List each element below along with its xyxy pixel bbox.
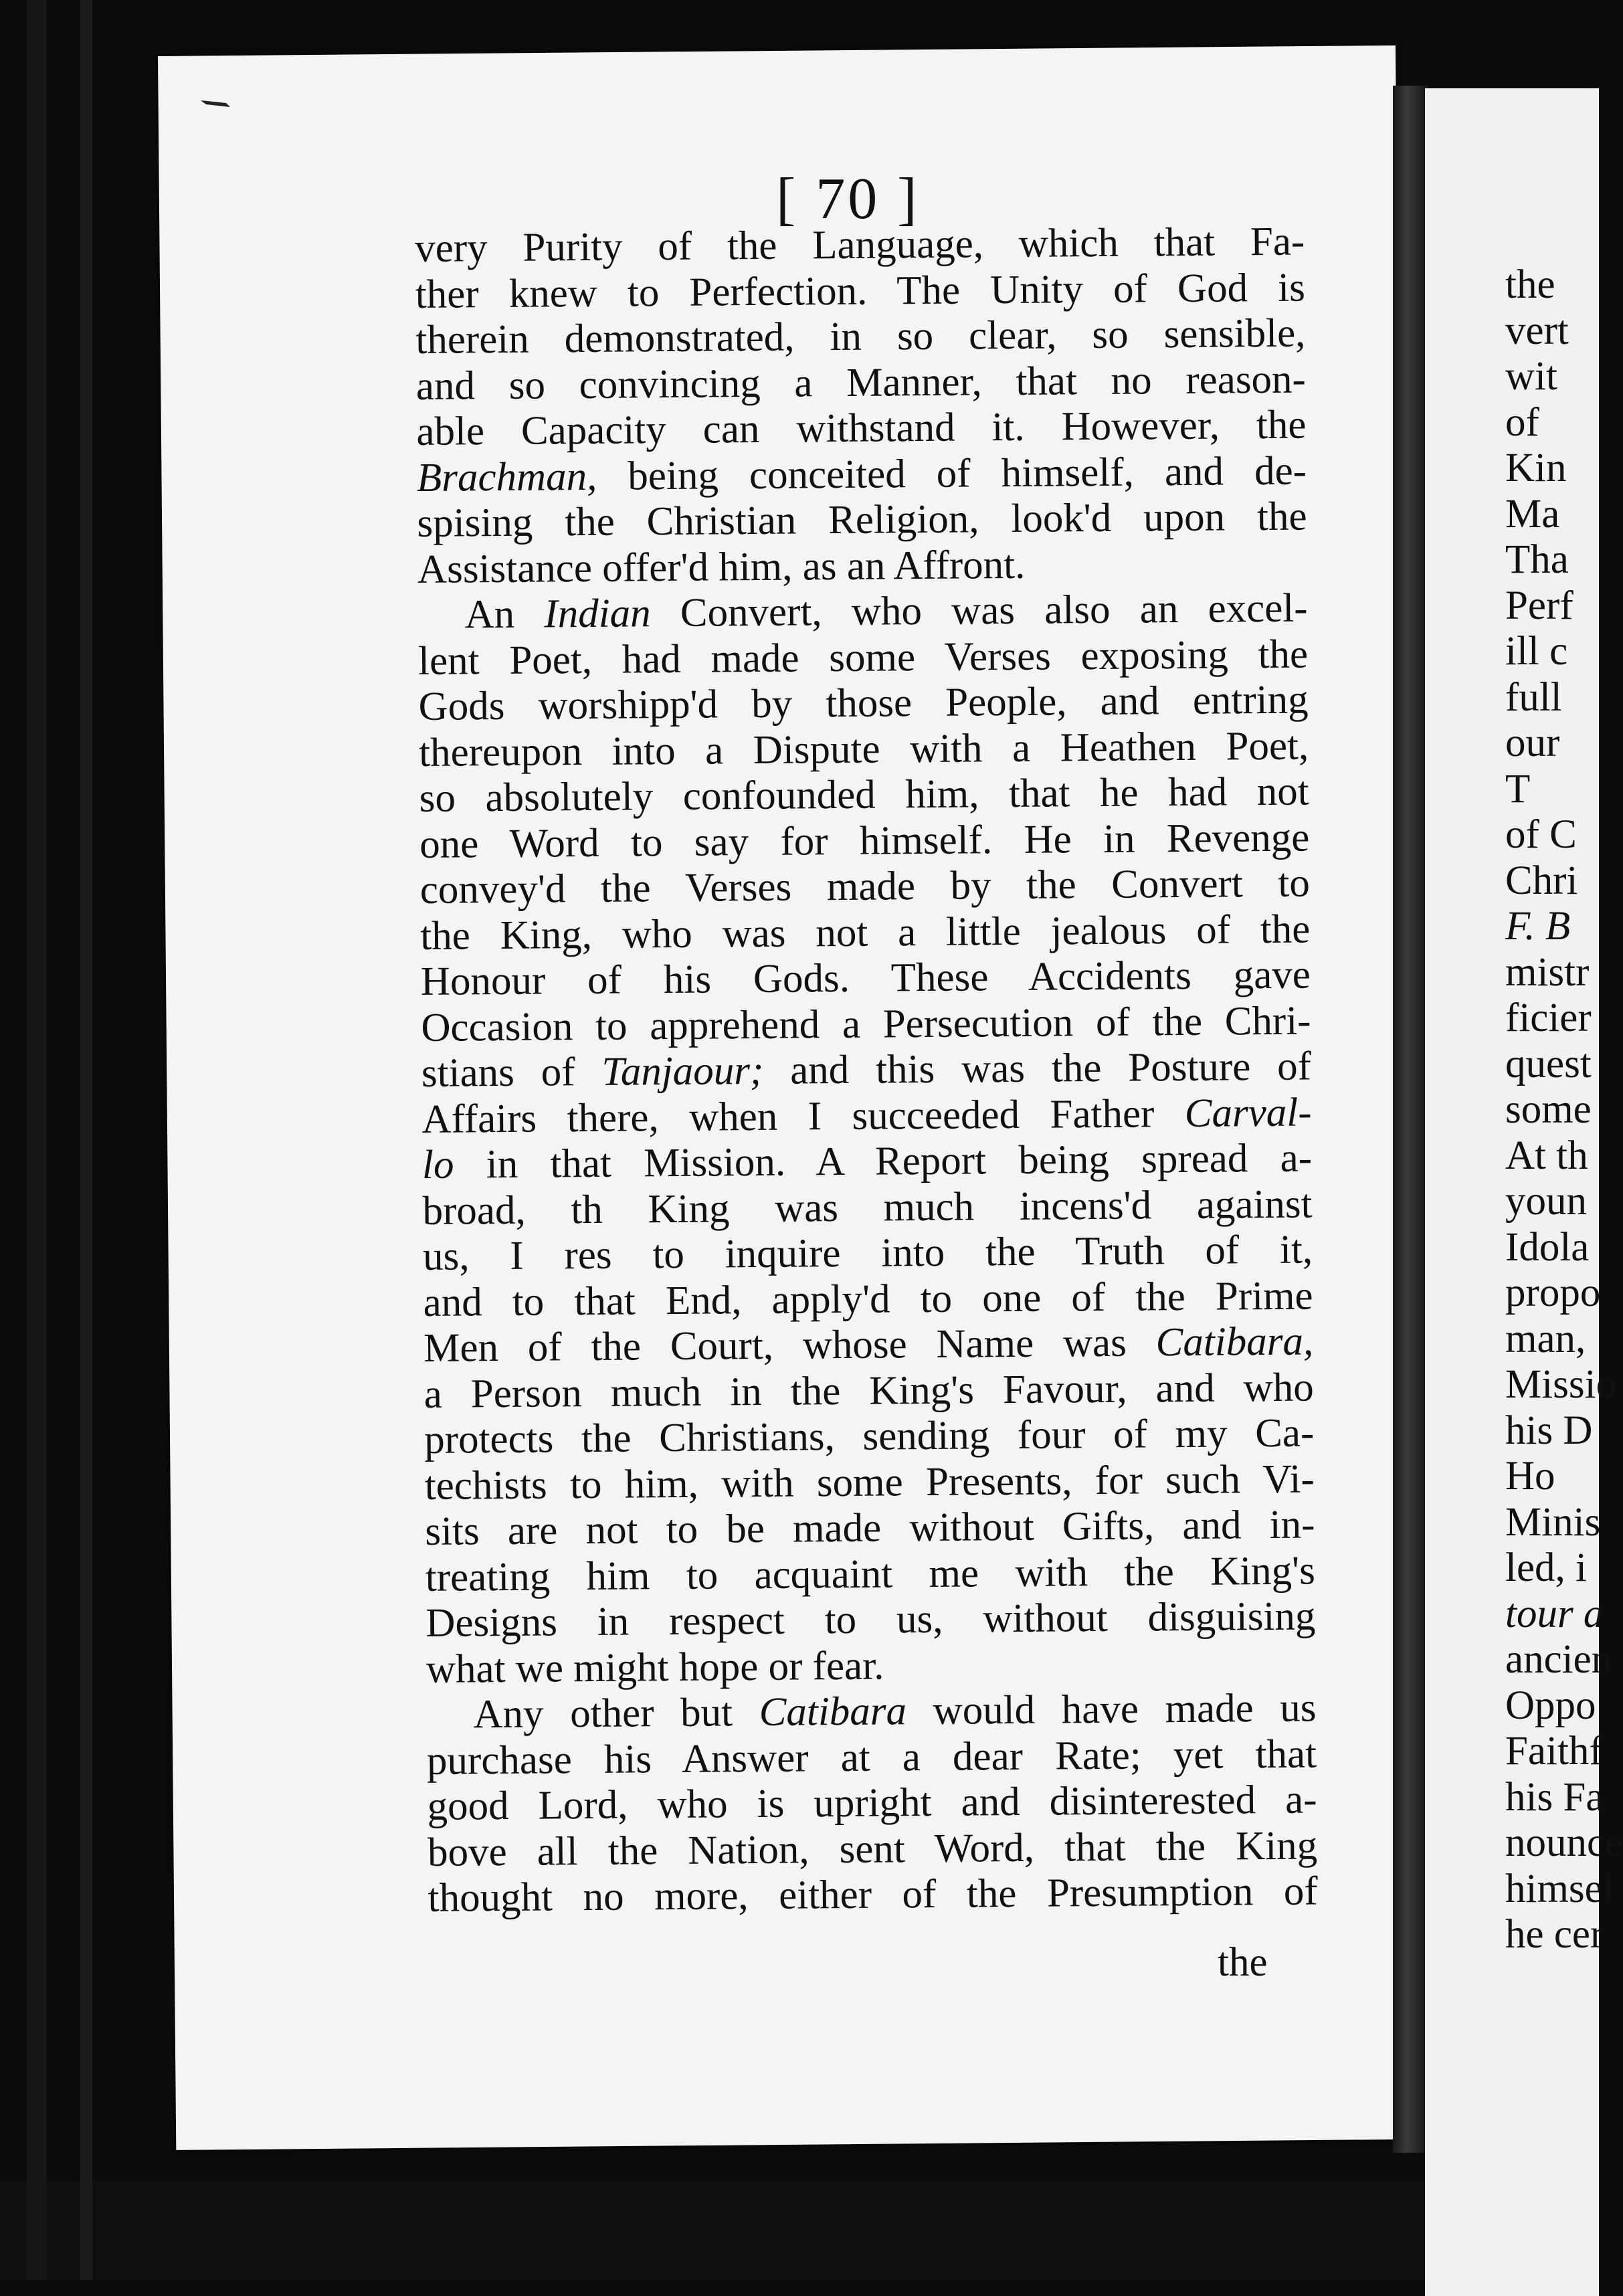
body-text	[415, 219, 1318, 1922]
facing-page-line: full	[1505, 674, 1562, 720]
facing-page-line: propo	[1505, 1270, 1601, 1315]
facing-page-text	[1505, 262, 1623, 1958]
facing-page-line: himsel	[1505, 1866, 1614, 1911]
facing-page-line: Idola	[1505, 1224, 1590, 1270]
facing-page-line: ficier	[1505, 995, 1592, 1040]
body-text-line: bove all the Nation, sent Word, that the King	[427, 1822, 1318, 1875]
facing-page-line: Tha	[1505, 537, 1569, 582]
body-text-line: Gods worshipp'd by those People, and entring	[418, 677, 1309, 729]
facing-page-line: Chri	[1505, 858, 1578, 903]
body-text-line: the King, who was not a little jealous of the	[420, 906, 1311, 959]
body-text-line: one Word to say for himself. He in Revenge	[419, 815, 1310, 867]
catchword: the	[1218, 1940, 1268, 1985]
facing-page-line: his Fa	[1505, 1774, 1604, 1820]
body-text-line: techists to him, with some Presents, for such Vi-	[424, 1456, 1315, 1509]
facing-page-line: ancien	[1505, 1637, 1612, 1682]
body-text-line: Honour of his Gods. These Accidents gave	[420, 952, 1311, 1004]
facing-page-line: F. B	[1505, 904, 1571, 949]
facing-page-line: led, i	[1505, 1545, 1587, 1590]
facing-page-line: Perf	[1505, 583, 1573, 628]
body-text-line: ther knew to Perfection. The Unity of God is	[415, 265, 1306, 317]
body-text-line: stians of Tanjaour; and this was the Posture of	[421, 1044, 1312, 1096]
facing-page-line: his D	[1505, 1408, 1593, 1453]
body-text-line: sits are not to be made without Gifts, and in-	[425, 1502, 1315, 1554]
body-text-line: us, I res to inquire into the Truth of it,	[422, 1227, 1313, 1279]
book-gutter	[1393, 86, 1428, 2153]
body-text-line: Assistance offer'd him, as an Affront.	[417, 542, 1026, 592]
body-text-line: convey'd the Verses made by the Convert to	[419, 860, 1311, 913]
facing-page-line: Oppo	[1505, 1683, 1596, 1728]
body-text-line: Occasion to apprehend a Persecution of the Chri-	[421, 998, 1311, 1050]
facing-page-line: ill c	[1505, 629, 1568, 674]
body-text-line: a Person much in the King's Favour, and who	[423, 1365, 1314, 1417]
body-text-line: Designs in respect to us, without disguising	[425, 1594, 1316, 1646]
page-number: [ 70 ]	[776, 167, 920, 231]
body-text-line: broad, th King was much incens'd against	[422, 1181, 1313, 1234]
body-text-line: spising the Christian Religion, look'd upon the	[417, 494, 1307, 546]
facing-page-line: youn	[1505, 1179, 1587, 1224]
body-text-line: thereupon into a Dispute with a Heathen Poet,	[418, 723, 1309, 775]
facing-page-line: Faithf	[1505, 1729, 1603, 1774]
body-text-line: Men of the Court, whose Name was Catibara,	[423, 1319, 1314, 1371]
body-text-line: and to that End, apply'd to one of the Prime	[423, 1273, 1313, 1325]
facing-page-line: mistr	[1505, 949, 1590, 995]
facing-page-line: vert	[1505, 308, 1569, 353]
body-text-line: An Indian Convert, who was also an excel-	[464, 585, 1308, 638]
facing-page-line: Ho	[1505, 1454, 1555, 1499]
body-text-line: Brachman, being conceited of himself, and de-	[416, 448, 1307, 500]
facing-page-line: wit	[1505, 354, 1557, 399]
facing-page-line: Minis	[1505, 1499, 1601, 1545]
body-text-line: able Capacity can withstand it. However, the	[416, 402, 1307, 454]
facing-page-line: of	[1505, 399, 1539, 445]
body-text-line: Affairs there, when I succeeded Father Carval-	[421, 1090, 1312, 1142]
body-text-line: and so convincing a Manner, that no reason-	[415, 357, 1307, 409]
facing-page-line: At th	[1505, 1133, 1588, 1178]
facing-page-line: our	[1505, 721, 1560, 765]
facing-page-line: of C	[1505, 812, 1577, 857]
body-text-line: good Lord, who is upright and disinterested a-	[427, 1777, 1317, 1829]
body-text-line: very Purity of the Language, which that Fa-	[415, 219, 1305, 271]
facing-page-line: quest	[1505, 1041, 1592, 1086]
body-text-line: what we might hope or fear.	[425, 1643, 884, 1692]
facing-page-line: Ma	[1505, 491, 1560, 537]
body-text-line: protects the Christians, sending four of my Ca-	[423, 1410, 1315, 1462]
body-text-line: so absolutely confounded him, that he had not	[419, 769, 1309, 821]
facing-page-line: he cer	[1505, 1912, 1604, 1957]
facing-page-line: nounce	[1505, 1820, 1623, 1865]
facing-page-line: tour a	[1505, 1591, 1604, 1636]
ink-mark	[199, 95, 233, 113]
facing-page-line: the	[1505, 262, 1555, 307]
facing-page-line: T	[1505, 766, 1531, 811]
body-text-line: treating him to acquaint me with the King's	[425, 1547, 1316, 1600]
facing-page-line: Missio	[1505, 1362, 1617, 1407]
facing-page-line: Kin	[1505, 446, 1567, 490]
body-text-line: purchase his Answer at a dear Rate; yet that	[426, 1731, 1317, 1784]
body-text-line: lent Poet, had made some Verses exposing the	[417, 632, 1309, 684]
body-text-line: Any other but Catibara would have made us	[473, 1685, 1317, 1737]
body-text-line: therein demonstrated, in so clear, so sensible,	[415, 310, 1306, 363]
body-text-line: thought no more, either of the Presumption of	[427, 1869, 1318, 1921]
body-text-line: lo in that Mission. A Report being spread a-	[421, 1135, 1313, 1187]
facing-page-line: man,	[1505, 1316, 1586, 1361]
facing-page-line: some	[1505, 1087, 1592, 1132]
